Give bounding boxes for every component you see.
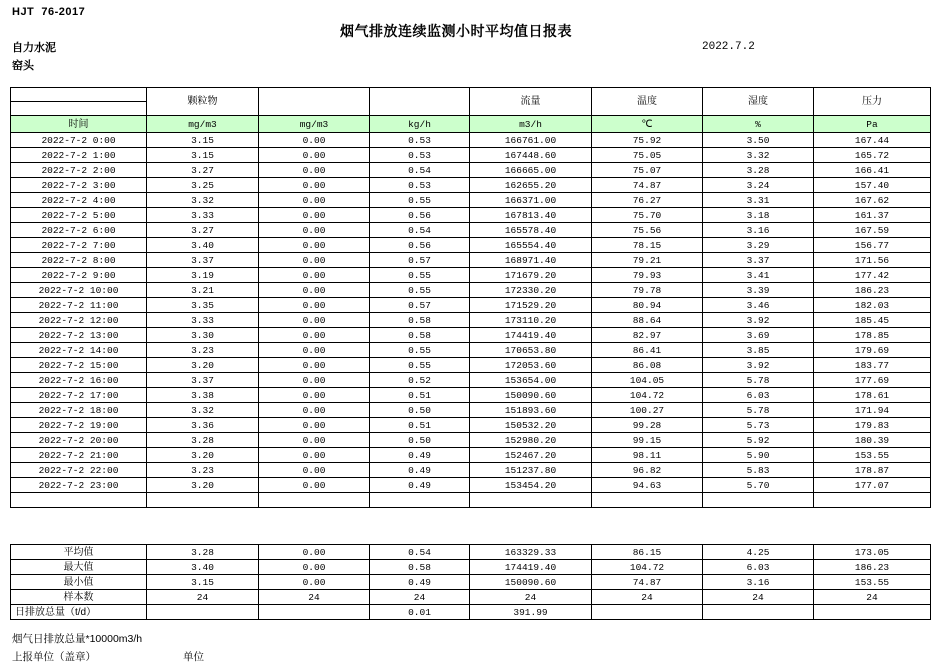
value-cell: 5.78: [703, 403, 814, 418]
table-row: [11, 253, 931, 268]
header-group-row: [11, 88, 931, 102]
value-cell: 104.72: [592, 560, 703, 575]
empty-cell: [814, 493, 931, 508]
value-cell: 0.55: [370, 193, 470, 208]
value-cell: 0.00: [259, 575, 370, 590]
value-cell: 0.49: [370, 575, 470, 590]
value-cell: 0.00: [259, 268, 370, 283]
value-cell: 162655.20: [470, 178, 592, 193]
value-cell: 0.58: [370, 328, 470, 343]
row-label: 2022-7-2 8:00: [11, 253, 147, 268]
row-label: 2022-7-2 22:00: [11, 463, 147, 478]
value-cell: 104.72: [592, 388, 703, 403]
value-cell: 3.40: [147, 238, 259, 253]
value-cell: 0.00: [259, 545, 370, 560]
row-label: 2022-7-2 5:00: [11, 208, 147, 223]
value-cell: 0.00: [259, 193, 370, 208]
value-cell: 0.00: [259, 148, 370, 163]
value-cell: 153.55: [814, 575, 931, 590]
value-cell: 150532.20: [470, 418, 592, 433]
unit-cell: Pa: [814, 116, 931, 133]
empty-cell: [259, 493, 370, 508]
value-cell: 0.57: [370, 298, 470, 313]
value-cell: 78.15: [592, 238, 703, 253]
value-cell: 174419.40: [470, 328, 592, 343]
value-cell: 3.28: [703, 163, 814, 178]
empty-cell: [703, 493, 814, 508]
empty-cell: [370, 493, 470, 508]
table-row: [11, 388, 931, 403]
row-label: 日排放总量（t/d）: [11, 605, 147, 620]
row-label: 最小值: [11, 575, 147, 590]
value-cell: 24: [592, 590, 703, 605]
value-cell: 0.00: [259, 223, 370, 238]
value-cell: 0.55: [370, 268, 470, 283]
value-cell: 0.00: [259, 283, 370, 298]
value-cell: 3.33: [147, 208, 259, 223]
value-cell: 0.55: [370, 343, 470, 358]
value-cell: 3.16: [703, 575, 814, 590]
value-cell: 0.56: [370, 238, 470, 253]
value-cell: 4.25: [703, 545, 814, 560]
value-cell: 0.00: [259, 418, 370, 433]
value-cell: 5.92: [703, 433, 814, 448]
value-cell: 0.52: [370, 373, 470, 388]
reporting-unit-label: 上报单位（盖章）: [12, 651, 96, 663]
value-cell: 172330.20: [470, 283, 592, 298]
row-label: 2022-7-2 4:00: [11, 193, 147, 208]
value-cell: 0.00: [259, 163, 370, 178]
value-cell: 3.15: [147, 575, 259, 590]
monitor-point-name: 窑头: [12, 60, 34, 72]
table-row: [11, 178, 931, 193]
table-row: [11, 193, 931, 208]
column-group-blank2: [370, 88, 470, 116]
value-cell: 3.41: [703, 268, 814, 283]
value-cell: 96.82: [592, 463, 703, 478]
company-name: 自力水泥: [12, 42, 56, 54]
value-cell: 79.93: [592, 268, 703, 283]
value-cell: 3.37: [147, 373, 259, 388]
value-cell: [259, 605, 370, 620]
value-cell: 3.50: [703, 133, 814, 148]
value-cell: 74.87: [592, 178, 703, 193]
empty-cell: [592, 493, 703, 508]
column-group-particulate: 颗粒物: [147, 88, 259, 116]
value-cell: 179.69: [814, 343, 931, 358]
value-cell: 157.40: [814, 178, 931, 193]
value-cell: 3.38: [147, 388, 259, 403]
value-cell: 24: [703, 590, 814, 605]
value-cell: [147, 605, 259, 620]
value-cell: 173110.20: [470, 313, 592, 328]
row-label: 2022-7-2 2:00: [11, 163, 147, 178]
value-cell: 3.28: [147, 433, 259, 448]
value-cell: 156.77: [814, 238, 931, 253]
value-cell: 165578.40: [470, 223, 592, 238]
unit-cell: mg/m3: [259, 116, 370, 133]
table-row: [11, 590, 931, 605]
value-cell: 3.46: [703, 298, 814, 313]
column-group-flow: 流量: [470, 88, 592, 116]
column-group-temperature: 温度: [592, 88, 703, 116]
row-label: 2022-7-2 15:00: [11, 358, 147, 373]
value-cell: 3.19: [147, 268, 259, 283]
value-cell: 3.24: [703, 178, 814, 193]
table-row: [11, 448, 931, 463]
value-cell: 3.18: [703, 208, 814, 223]
value-cell: 0.50: [370, 403, 470, 418]
table-row: [11, 545, 931, 560]
row-label: 2022-7-2 18:00: [11, 403, 147, 418]
row-label: 2022-7-2 9:00: [11, 268, 147, 283]
value-cell: 177.42: [814, 268, 931, 283]
value-cell: 3.15: [147, 133, 259, 148]
value-cell: 0.51: [370, 388, 470, 403]
value-cell: 3.32: [147, 193, 259, 208]
report-date: 2022.7.2: [702, 41, 755, 53]
column-group-humidity: 湿度: [703, 88, 814, 116]
value-cell: 0.00: [259, 560, 370, 575]
value-cell: 0.00: [259, 328, 370, 343]
value-cell: 0.49: [370, 448, 470, 463]
value-cell: 166761.00: [470, 133, 592, 148]
table-row: [11, 268, 931, 283]
value-cell: 171.94: [814, 403, 931, 418]
value-cell: 3.32: [703, 148, 814, 163]
value-cell: 0.00: [259, 463, 370, 478]
table-row: [11, 343, 931, 358]
value-cell: 177.69: [814, 373, 931, 388]
value-cell: 0.50: [370, 433, 470, 448]
value-cell: 3.25: [147, 178, 259, 193]
doc-code: HJT 76-2017: [12, 6, 86, 18]
value-cell: 163329.33: [470, 545, 592, 560]
table-row: [11, 433, 931, 448]
row-label: 2022-7-2 14:00: [11, 343, 147, 358]
total-emission-note: 烟气日排放总量*10000m3/h: [12, 633, 143, 645]
table-row: [11, 403, 931, 418]
corner-cell-top: [11, 88, 147, 102]
value-cell: 0.58: [370, 313, 470, 328]
value-cell: 3.39: [703, 283, 814, 298]
value-cell: 185.45: [814, 313, 931, 328]
value-cell: 94.63: [592, 478, 703, 493]
value-cell: 5.70: [703, 478, 814, 493]
value-cell: 0.00: [259, 178, 370, 193]
value-cell: 0.54: [370, 545, 470, 560]
value-cell: 74.87: [592, 575, 703, 590]
value-cell: 0.00: [259, 208, 370, 223]
value-cell: 79.21: [592, 253, 703, 268]
value-cell: 0.51: [370, 418, 470, 433]
row-label: 2022-7-2 1:00: [11, 148, 147, 163]
value-cell: 0.55: [370, 358, 470, 373]
value-cell: 3.27: [147, 223, 259, 238]
value-cell: 99.28: [592, 418, 703, 433]
value-cell: 80.94: [592, 298, 703, 313]
table-row: [11, 358, 931, 373]
value-cell: 5.73: [703, 418, 814, 433]
row-label: 2022-7-2 11:00: [11, 298, 147, 313]
value-cell: 3.33: [147, 313, 259, 328]
value-cell: 24: [470, 590, 592, 605]
value-cell: 3.69: [703, 328, 814, 343]
value-cell: 3.36: [147, 418, 259, 433]
value-cell: 153654.00: [470, 373, 592, 388]
value-cell: 3.20: [147, 358, 259, 373]
value-cell: 179.83: [814, 418, 931, 433]
row-label: 2022-7-2 17:00: [11, 388, 147, 403]
value-cell: 166371.00: [470, 193, 592, 208]
row-label: 2022-7-2 0:00: [11, 133, 147, 148]
value-cell: 3.20: [147, 448, 259, 463]
units-row: [11, 116, 931, 133]
table-row: [11, 328, 931, 343]
value-cell: 0.00: [259, 133, 370, 148]
value-cell: 0.49: [370, 463, 470, 478]
value-cell: 391.99: [470, 605, 592, 620]
summary-table: [10, 544, 931, 620]
unit-cell: ℃: [592, 116, 703, 133]
value-cell: 177.07: [814, 478, 931, 493]
row-label: 平均值: [11, 545, 147, 560]
value-cell: 182.03: [814, 298, 931, 313]
value-cell: 0.00: [259, 343, 370, 358]
value-cell: 3.92: [703, 358, 814, 373]
value-cell: 0.00: [259, 358, 370, 373]
value-cell: 3.15: [147, 148, 259, 163]
unit-label: 单位: [183, 651, 204, 663]
value-cell: 104.05: [592, 373, 703, 388]
table-row: [11, 575, 931, 590]
value-cell: 167.62: [814, 193, 931, 208]
value-cell: 0.00: [259, 478, 370, 493]
value-cell: 0.58: [370, 560, 470, 575]
value-cell: 167.59: [814, 223, 931, 238]
value-cell: 75.07: [592, 163, 703, 178]
value-cell: 0.00: [259, 448, 370, 463]
row-label: 样本数: [11, 590, 147, 605]
value-cell: 0.53: [370, 178, 470, 193]
value-cell: 0.00: [259, 373, 370, 388]
row-label: 2022-7-2 7:00: [11, 238, 147, 253]
value-cell: 153454.20: [470, 478, 592, 493]
value-cell: 167.44: [814, 133, 931, 148]
value-cell: 3.32: [147, 403, 259, 418]
table-row: [11, 463, 931, 478]
value-cell: 3.21: [147, 283, 259, 298]
value-cell: 99.15: [592, 433, 703, 448]
value-cell: [814, 605, 931, 620]
value-cell: 171529.20: [470, 298, 592, 313]
value-cell: 3.31: [703, 193, 814, 208]
value-cell: 180.39: [814, 433, 931, 448]
value-cell: 0.00: [259, 313, 370, 328]
value-cell: 24: [370, 590, 470, 605]
unit-cell: m3/h: [470, 116, 592, 133]
value-cell: 183.77: [814, 358, 931, 373]
value-cell: [592, 605, 703, 620]
value-cell: 3.23: [147, 343, 259, 358]
table-row: [11, 133, 931, 148]
value-cell: 76.27: [592, 193, 703, 208]
value-cell: 186.23: [814, 560, 931, 575]
row-label: 2022-7-2 19:00: [11, 418, 147, 433]
blank-row: [11, 493, 931, 508]
row-label: 2022-7-2 20:00: [11, 433, 147, 448]
value-cell: 3.37: [147, 253, 259, 268]
value-cell: 5.83: [703, 463, 814, 478]
column-group-blank1: [259, 88, 370, 116]
value-cell: 3.40: [147, 560, 259, 575]
page-title: 烟气排放连续监测小时平均值日报表: [340, 23, 572, 39]
value-cell: 0.57: [370, 253, 470, 268]
row-label: 2022-7-2 3:00: [11, 178, 147, 193]
value-cell: 0.53: [370, 133, 470, 148]
value-cell: 86.41: [592, 343, 703, 358]
value-cell: 3.27: [147, 163, 259, 178]
value-cell: 3.30: [147, 328, 259, 343]
value-cell: 86.15: [592, 545, 703, 560]
value-cell: 166665.00: [470, 163, 592, 178]
value-cell: 153.55: [814, 448, 931, 463]
value-cell: 168971.40: [470, 253, 592, 268]
value-cell: 178.61: [814, 388, 931, 403]
value-cell: 98.11: [592, 448, 703, 463]
value-cell: 171679.20: [470, 268, 592, 283]
table-row: [11, 283, 931, 298]
unit-cell: %: [703, 116, 814, 133]
value-cell: [703, 605, 814, 620]
row-label: 2022-7-2 23:00: [11, 478, 147, 493]
value-cell: 174419.40: [470, 560, 592, 575]
value-cell: 167813.40: [470, 208, 592, 223]
value-cell: 0.01: [370, 605, 470, 620]
value-cell: 161.37: [814, 208, 931, 223]
value-cell: 24: [814, 590, 931, 605]
empty-cell: [11, 493, 147, 508]
value-cell: 75.05: [592, 148, 703, 163]
value-cell: 172053.60: [470, 358, 592, 373]
table-row: [11, 560, 931, 575]
value-cell: 0.00: [259, 433, 370, 448]
value-cell: 75.92: [592, 133, 703, 148]
value-cell: 75.56: [592, 223, 703, 238]
table-row: [11, 298, 931, 313]
table-row: [11, 478, 931, 493]
value-cell: 0.00: [259, 253, 370, 268]
value-cell: 165554.40: [470, 238, 592, 253]
value-cell: 5.78: [703, 373, 814, 388]
empty-cell: [470, 493, 592, 508]
value-cell: 3.35: [147, 298, 259, 313]
table-row: [11, 208, 931, 223]
value-cell: 82.97: [592, 328, 703, 343]
row-label: 2022-7-2 10:00: [11, 283, 147, 298]
value-cell: 3.16: [703, 223, 814, 238]
row-label: 2022-7-2 6:00: [11, 223, 147, 238]
value-cell: 24: [259, 590, 370, 605]
value-cell: 166.41: [814, 163, 931, 178]
value-cell: 0.49: [370, 478, 470, 493]
value-cell: 75.70: [592, 208, 703, 223]
value-cell: 165.72: [814, 148, 931, 163]
table-row: [11, 313, 931, 328]
value-cell: 151893.60: [470, 403, 592, 418]
value-cell: 3.85: [703, 343, 814, 358]
value-cell: 173.05: [814, 545, 931, 560]
row-label: 2022-7-2 12:00: [11, 313, 147, 328]
value-cell: 24: [147, 590, 259, 605]
empty-cell: [147, 493, 259, 508]
table-row: [11, 418, 931, 433]
corner-cell-bottom: [11, 102, 147, 116]
value-cell: 3.28: [147, 545, 259, 560]
value-cell: 3.92: [703, 313, 814, 328]
table-row: [11, 605, 931, 620]
value-cell: 3.20: [147, 478, 259, 493]
value-cell: 178.85: [814, 328, 931, 343]
table-row: [11, 373, 931, 388]
row-label: 2022-7-2 21:00: [11, 448, 147, 463]
value-cell: 150090.60: [470, 575, 592, 590]
value-cell: 86.08: [592, 358, 703, 373]
value-cell: 5.90: [703, 448, 814, 463]
row-label: 最大值: [11, 560, 147, 575]
value-cell: 3.29: [703, 238, 814, 253]
value-cell: 152980.20: [470, 433, 592, 448]
value-cell: 3.37: [703, 253, 814, 268]
value-cell: 79.78: [592, 283, 703, 298]
value-cell: 167448.60: [470, 148, 592, 163]
value-cell: 0.54: [370, 223, 470, 238]
unit-cell: kg/h: [370, 116, 470, 133]
value-cell: 88.64: [592, 313, 703, 328]
value-cell: 0.00: [259, 403, 370, 418]
value-cell: 0.54: [370, 163, 470, 178]
value-cell: 3.23: [147, 463, 259, 478]
value-cell: 151237.80: [470, 463, 592, 478]
value-cell: 0.55: [370, 283, 470, 298]
unit-cell: mg/m3: [147, 116, 259, 133]
value-cell: 186.23: [814, 283, 931, 298]
row-label: 2022-7-2 16:00: [11, 373, 147, 388]
value-cell: 0.00: [259, 238, 370, 253]
value-cell: 6.03: [703, 560, 814, 575]
value-cell: 6.03: [703, 388, 814, 403]
table-row: [11, 148, 931, 163]
value-cell: 178.87: [814, 463, 931, 478]
value-cell: 170653.80: [470, 343, 592, 358]
value-cell: 171.56: [814, 253, 931, 268]
value-cell: 0.00: [259, 388, 370, 403]
table-row: [11, 223, 931, 238]
value-cell: 150090.60: [470, 388, 592, 403]
column-group-pressure: 压力: [814, 88, 931, 116]
value-cell: 0.53: [370, 148, 470, 163]
hourly-table: [10, 87, 931, 508]
time-column-header: 时间: [11, 116, 147, 133]
value-cell: 0.56: [370, 208, 470, 223]
row-label: 2022-7-2 13:00: [11, 328, 147, 343]
value-cell: 0.00: [259, 298, 370, 313]
value-cell: 100.27: [592, 403, 703, 418]
table-row: [11, 238, 931, 253]
value-cell: 152467.20: [470, 448, 592, 463]
table-row: [11, 163, 931, 178]
